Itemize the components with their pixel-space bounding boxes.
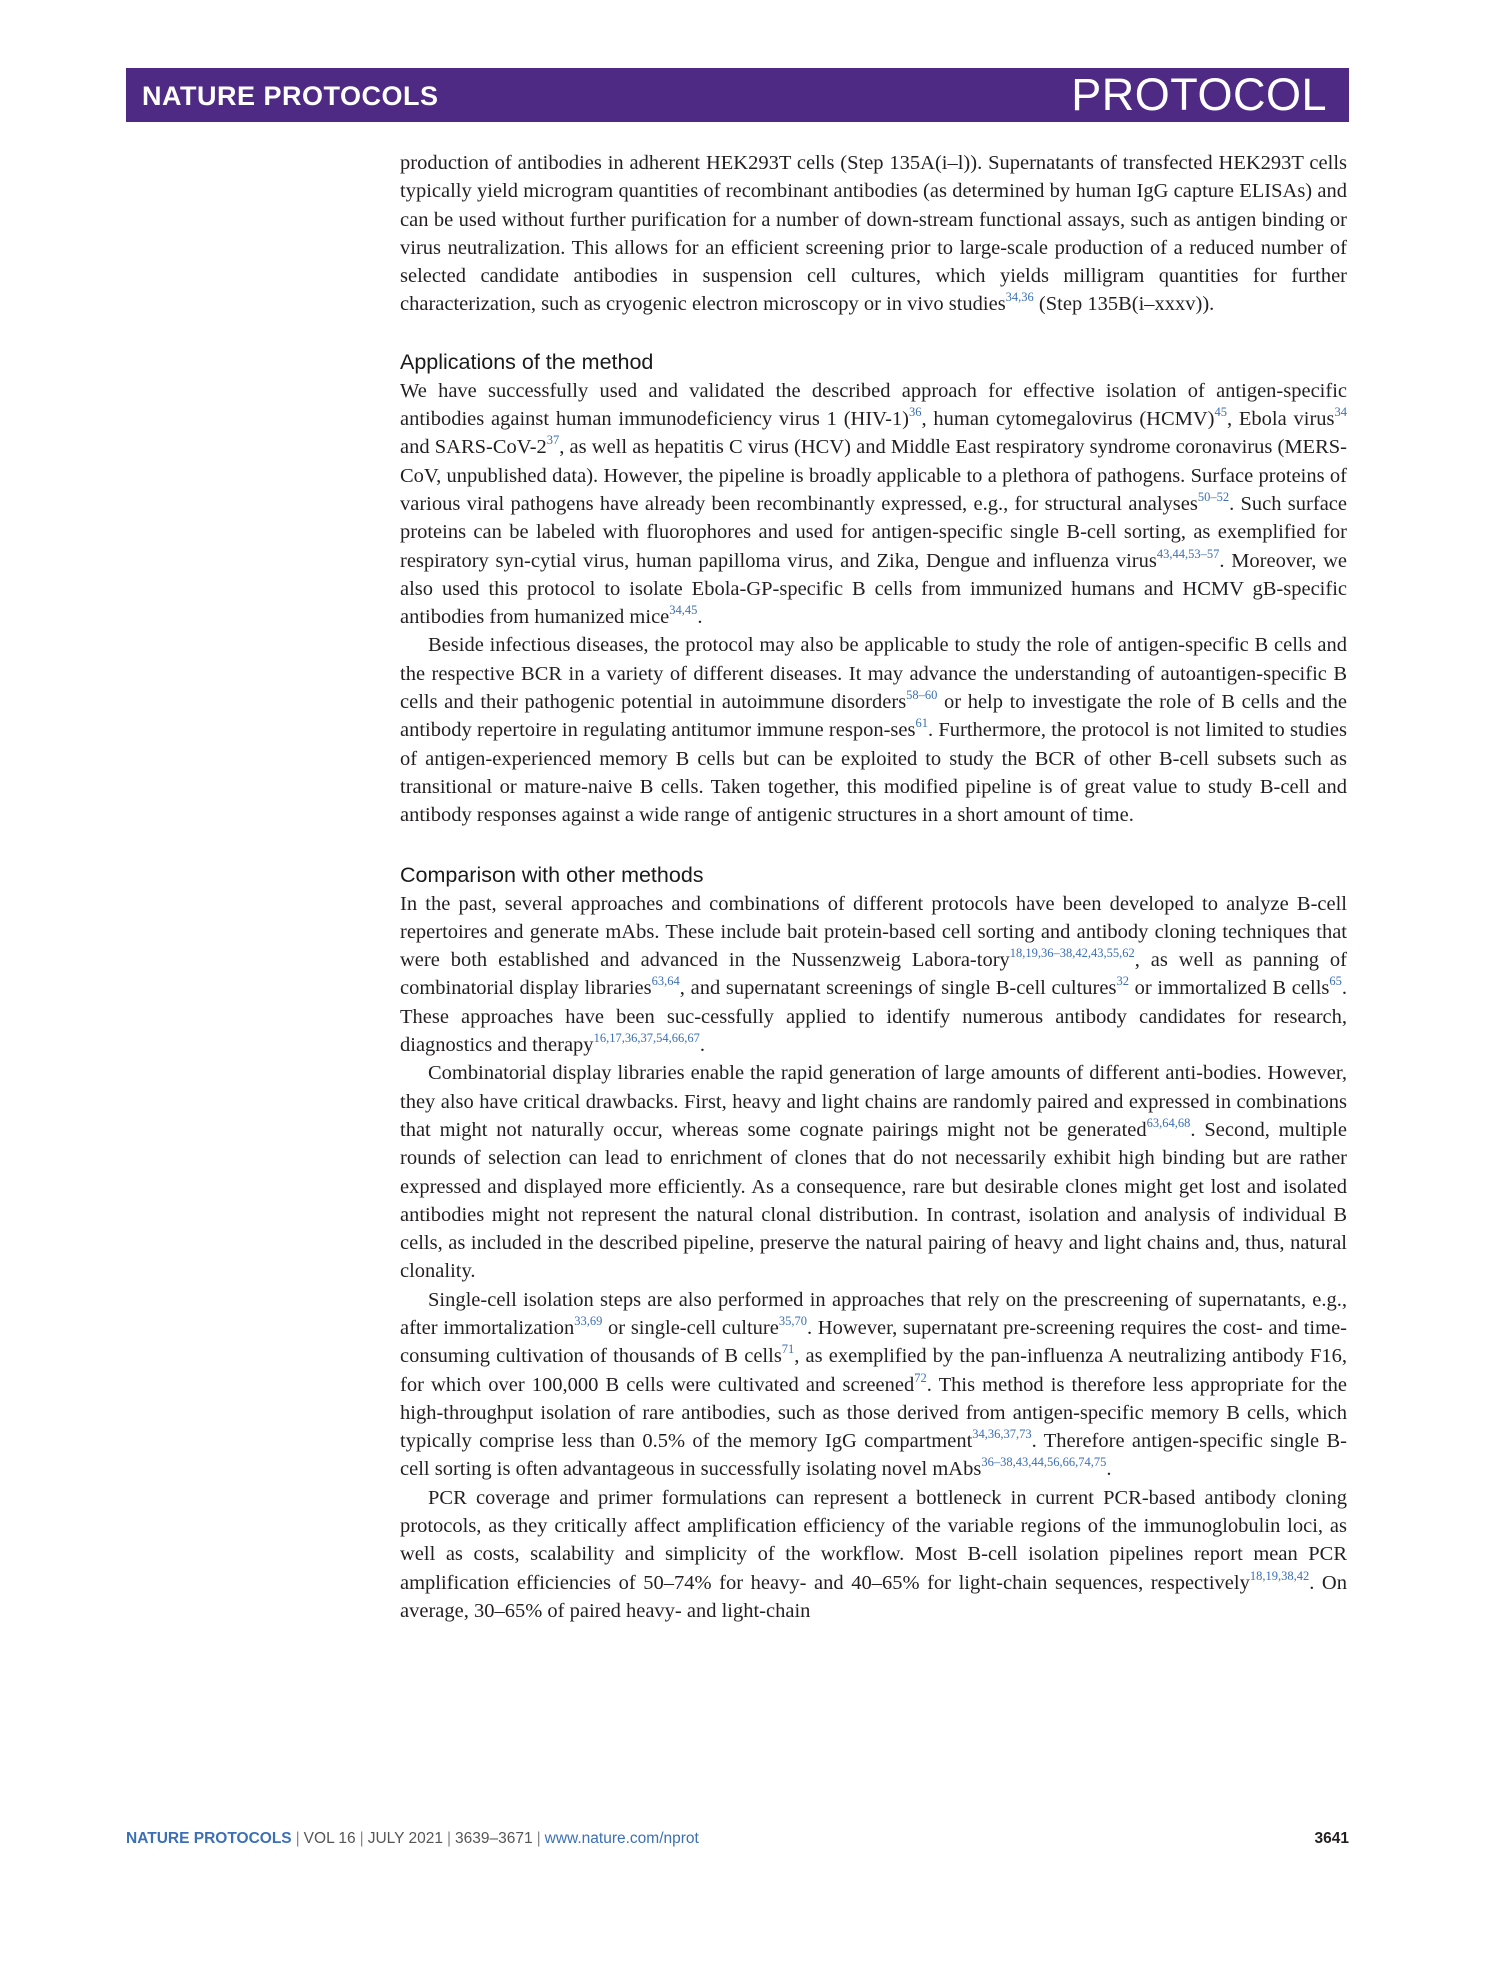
citation-link[interactable]: 16,17,36,37,54,66,67 — [593, 1031, 700, 1046]
page-number: 3641 — [1314, 1830, 1349, 1847]
section-heading-applications: Applications of the method — [400, 349, 654, 374]
citation-link[interactable]: 34,36,37,73 — [972, 1427, 1032, 1442]
citation-link[interactable]: 50–52 — [1197, 489, 1230, 504]
citation-link[interactable]: 18,19,38,42 — [1249, 1568, 1310, 1583]
citation-link[interactable]: 72 — [914, 1370, 927, 1385]
citation-link[interactable]: 36–38,43,44,56,66,74,75 — [981, 1455, 1107, 1470]
citation-link[interactable]: 37 — [546, 433, 560, 448]
footer-pages: 3639–3671 — [455, 1830, 533, 1847]
footer-url-link[interactable]: www.nature.com/nprot — [544, 1830, 699, 1847]
footer-citation: NATURE PROTOCOLS | VOL 16 | JULY 2021 | 3639–3671 | www.nature.com/nprot — [126, 1830, 699, 1847]
paragraph-comparison-intro: In the past, several approaches and combinations of different protocols have been developed to analyze B-cell repertoires and generate mAbs. These include bait protein-based cell sorting and antibody cloning techniques that were both established and advanced in the Nussenzweig Labora-tory$^{18,19,36-38,42,43,55,62}$, as well as panning of combinatorial display libraries$^{63,64}$, and supernatant screenings of single B-cell cultures$^{32}$ or immortalized B cells$^{65}$. These approaches have been suc-cessfully applied to identify numerous antibody candidates for research, diagnostics and therapy$^{16,17,36,37,54,66,67}$. — [400, 892, 1347, 1057]
paragraph-pcr-coverage: PCR coverage and primer formulations can represent a bottleneck in current PCR-based antibody cloning protocols, as they critically affect amplification efficiency of the variable regions of the immunoglobulin loci, as well as costs, scalability and simplicity of the workflow. Most B-cell isolation pipelines report mean PCR amplification efficiencies of 50–74% for heavy- and 40–65% for light-chain sequences, respectively$^{18,19,38,42}$. On average, 30–65% of paired heavy- and light-chain — [400, 1486, 1347, 1622]
citation-link[interactable]: 58–60 — [906, 688, 938, 703]
citation-link[interactable]: 71 — [781, 1342, 795, 1357]
citation-link[interactable]: 61 — [915, 716, 928, 731]
citation-link[interactable]: 34,36 — [1005, 290, 1034, 305]
citation-link[interactable]: 18,19,36–38,42,43,55,62 — [1009, 946, 1135, 961]
section-heading-comparison: Comparison with other methods — [400, 862, 704, 887]
footer-volume: VOL 16 — [303, 1830, 356, 1847]
citation-link[interactable]: 34 — [1334, 405, 1347, 420]
citation-link[interactable]: 63,64,68 — [1146, 1115, 1191, 1130]
footer-date: JULY 2021 — [367, 1830, 443, 1847]
footer-journal: NATURE PROTOCOLS — [126, 1830, 292, 1847]
paragraph-other-diseases: Beside infectious diseases, the protocol may also be applicable to study the role of antigen-specific B cells and the respective BCR in a variety of different diseases. It may advance the understanding of autoantigen-specific B cells and their pathogenic potential in autoimmune disorders$^{58-60}$ or help to investigate the role of B cells and the antibody repertoire in regulating antitumor immune respon-ses$^{61}$. Furthermore, the protocol is not limited to studies of antigen-experienced memory B cells but can be exploited to study the BCR of other B-cell subsets such as transitional or mature-naive B cells. Taken together, this modified pipeline is of great value to study B-cell and antibody responses against a wide range of antigenic structures in a short amount of time. — [400, 634, 1347, 827]
paragraph-single-cell: Single-cell isolation steps are also performed in approaches that rely on the prescreening of supernatants, e.g., after immortalization$^{33,69}$ or single-cell culture$^{35,70}$. However, supernatant pre-screening requires the cost- and time-consuming cultivation of thousands of B cells$^{71}$, as exemplified by the pan-influenza A neutralizing antibody F16, for which over 100,000 B cells were cultivated and screened$^{72}$. This method is therefore less appropriate for the high-throughput isolation of rare antibodies, such as those derived from antigen-specific memory B cells, which typically comprise less than 0.5% of the memory IgG compartment$^{34,36,37,73}$. Therefore antigen-specific single B-cell sorting is often advantageous in successfully isolating novel mAbs$^{36-38,43,44,56,66,74,75}$. — [400, 1288, 1348, 1481]
citation-link[interactable]: 63,64 — [651, 974, 680, 989]
citation-link[interactable]: 36 — [908, 405, 922, 420]
journal-header-bar — [126, 68, 1349, 122]
citation-link[interactable]: 45 — [1214, 405, 1228, 420]
paragraph-production: production of antibodies in adherent HEK293T cells (Step 135A(i–l)). Supernatants of transfected HEK293T cells typically yield microgram quantities of recombinant antibodies (as determined by human IgG capture ELISAs) and can be used without further purification for a number of down-stream functional assays, such as antigen binding or virus neutralization. This allows for an efficient screening prior to large-scale production of a reduced number of selected candidate antibodies in suspension cell cultures, which yields milligram quantities for further characterization, such as cryogenic electron microscopy or in vivo studies$^{34,36}$ (Step 135B(i–xxxv)). — [400, 152, 1347, 316]
citation-link[interactable]: 43,44,53–57 — [1156, 546, 1220, 561]
citation-link[interactable]: 35,70 — [778, 1313, 807, 1328]
citation-link[interactable]: 34,45 — [669, 603, 698, 618]
page-footer — [126, 1830, 1349, 1854]
article-body — [400, 149, 1347, 1625]
journal-name: NATURE PROTOCOLS — [142, 81, 439, 111]
citation-link[interactable]: 65 — [1329, 974, 1342, 989]
paragraph-applications: We have successfully used and validated the described approach for effective isolation of antigen-specific antibodies against human immunodeficiency virus 1 $(HIV-1)^{36}$, human cytomegalovirus (HCMV)$^{45}$, Ebola virus$^{34}$ and SARS-$CoV-2^{37}$, as well as hepatitis C virus (HCV) and Middle East respiratory syndrome coronavirus (MERS-CoV, unpublished data). However, the pipeline is broadly applicable to a plethora of pathogens. Surface proteins of various viral pathogens have already been recombinantly expressed, e.g., for structural analyses$^{50-52}$. Such surface proteins can be labeled with fluorophores and used for antigen-specific single B-cell sorting, as exemplified for respiratory syn-cytial virus, human papilloma virus, and Zika, Dengue and influenza virus$^{43,44,53-57}$. Moreover, we also used this protocol to isolate Ebola-GP-specific B cells from immunized humans and HCMV gB-specific antibodies from humanized mice$^{34,45}$. — [400, 379, 1347, 629]
article-type-label: PROTOCOL — [1071, 69, 1327, 120]
citation-link[interactable]: 32 — [1116, 974, 1129, 989]
paragraph-display-libraries: Combinatorial display libraries enable the rapid generation of large amounts of different anti-bodies. However, they also have critical drawbacks. First, heavy and light chains are randomly paired and expressed in combinations that might not naturally occur, whereas some cognate pairings might not be generated$^{63,64,68}$. Second, multiple rounds of selection can lead to enrichment of clones that do not necessarily exhibit high binding but are rather expressed and displayed more efficiently. As a consequence, rare but desirable clones might get lost and isolated antibodies might not represent the natural clonal distribution. In contrast, isolation and analysis of individual B cells, as included in the described pipeline, preserve the natural pairing of heavy and light chains and, thus, natural clonality. — [400, 1062, 1347, 1283]
citation-link[interactable]: 33,69 — [574, 1313, 603, 1328]
